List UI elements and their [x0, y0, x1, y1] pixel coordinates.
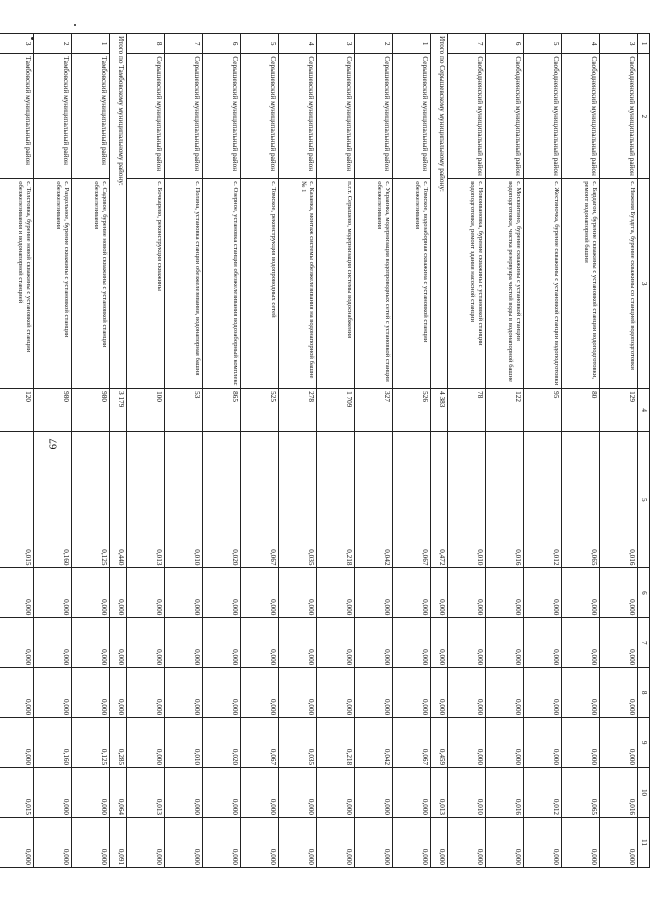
value-col-9: 0,000 [127, 718, 165, 768]
project-description: с. Бочкарево, реконструкция скважины [127, 179, 165, 389]
value-col-10: 0,000 [393, 768, 431, 818]
value-col-8: 0,000 [317, 668, 355, 718]
scan-speck [74, 24, 76, 26]
value-col-11: 0,000 [203, 818, 241, 868]
value-col-8: 0,000 [279, 668, 317, 718]
value-col-5: 0,440 [110, 432, 127, 568]
value-col-8: 0,000 [524, 668, 562, 718]
value-col-6: 0,000 [203, 568, 241, 618]
project-description: с. Поляна, установка станции обезжелезивания, водонапорная башня [165, 179, 203, 389]
population-value: 1 709 [317, 389, 355, 432]
value-col-8: 0,000 [127, 668, 165, 718]
value-col-5: 0,010 [165, 432, 203, 568]
project-description: с. Раздольное, бурение скважины с установкой станции обезжелезивания [34, 179, 72, 389]
value-col-11: 0,000 [600, 818, 638, 868]
district-name: Серышевский муниципальный район [165, 54, 203, 179]
population-value: 3 179 [110, 389, 127, 432]
value-col-11: 0,000 [279, 818, 317, 868]
value-col-10: 0,013 [431, 768, 448, 818]
table-row [165, 34, 203, 868]
value-col-6: 0,000 [110, 568, 127, 618]
population-value: 526 [393, 389, 431, 432]
value-col-8: 0,000 [448, 668, 486, 718]
value-col-6: 0,000 [317, 568, 355, 618]
value-col-6: 0,000 [0, 568, 34, 618]
row-number: 8 [127, 34, 165, 54]
value-col-6: 0,000 [127, 568, 165, 618]
project-description: с. Озерное, установка станции обезжелезивания водозаборный комплекс [203, 179, 241, 389]
value-col-10: 0,016 [486, 768, 524, 818]
value-col-7: 0,000 [241, 618, 279, 668]
value-col-6: 0,000 [393, 568, 431, 618]
value-col-5: 0,125 [72, 432, 110, 568]
district-name: Серышевский муниципальный район [203, 54, 241, 179]
header-row [638, 34, 650, 868]
district-name: Серышевский муниципальный район [355, 54, 393, 179]
value-col-9: 0,000 [486, 718, 524, 768]
project-description: с. Садовое, бурение новой скважины с установкой станции обезжелезивания [72, 179, 110, 389]
district-name: Тамбовский муниципальный район [34, 54, 72, 179]
population-value: 980 [34, 389, 72, 432]
value-col-10: 0,065 [562, 768, 600, 818]
value-col-6: 0,000 [600, 568, 638, 618]
header-cell: 5 [638, 432, 650, 568]
value-col-11: 0,000 [431, 818, 448, 868]
value-col-11: 0,000 [393, 818, 431, 868]
district-total-row [431, 34, 448, 868]
value-col-8: 0,000 [203, 668, 241, 718]
value-col-7: 0,000 [393, 618, 431, 668]
row-number: 3 [317, 34, 355, 54]
table-row [393, 34, 431, 868]
value-col-5: 0,012 [524, 432, 562, 568]
population-value: 78 [448, 389, 486, 432]
value-col-7: 0,000 [486, 618, 524, 668]
water-supply-table [0, 33, 650, 868]
district-name: Тамбовский муниципальный район [0, 54, 34, 179]
value-col-8: 0,000 [72, 668, 110, 718]
district-name: Серышевский муниципальный район [241, 54, 279, 179]
project-description: с. Казанка, монтаж системы обезжелезивания на водонапорной башне № 1 [279, 179, 317, 389]
district-name: Серышевский муниципальный район [393, 54, 431, 179]
value-col-6: 0,000 [34, 568, 72, 618]
value-col-11: 0,000 [562, 818, 600, 868]
project-description: с. Новоивановка, бурение скважины с установкой станции водоподготовки, ремонт здания насосной станции [448, 179, 486, 389]
value-col-10: 0,000 [165, 768, 203, 818]
population-value: 980 [72, 389, 110, 432]
population-value: 525 [241, 389, 279, 432]
value-col-11: 0,000 [165, 818, 203, 868]
total-label: Итого по Тамбовскому муниципальному району: [110, 34, 127, 389]
header-cell: 10 [638, 768, 650, 818]
value-col-6: 0,000 [524, 568, 562, 618]
population-value: 53 [165, 389, 203, 432]
district-name: Свободненский муниципальный район [448, 54, 486, 179]
value-col-7: 0,000 [317, 618, 355, 668]
value-col-5: 0,020 [203, 432, 241, 568]
value-col-9: 0,000 [600, 718, 638, 768]
row-number: 4 [279, 34, 317, 54]
value-col-10: 0,064 [110, 768, 127, 818]
value-col-10: 0,015 [0, 768, 34, 818]
table-row [72, 34, 110, 868]
header-cell: 9 [638, 718, 650, 768]
rotated-table-wrapper [17, 33, 650, 868]
project-description: с. Нижняя Буздгга, бурение скважины со станцией водоподготовки [600, 179, 638, 389]
value-col-11: 0,000 [317, 818, 355, 868]
population-value: 122 [486, 389, 524, 432]
population-value: 129 [600, 389, 638, 432]
value-col-9: 0,125 [72, 718, 110, 768]
value-col-5: 0,065 [562, 432, 600, 568]
value-col-9: 0,010 [165, 718, 203, 768]
value-col-11: 0,000 [524, 818, 562, 868]
value-col-7: 0,000 [600, 618, 638, 668]
value-col-9: 0,020 [203, 718, 241, 768]
project-description: с. Украинка, модернизация водопроводных сетей с установкой станции обезжелезивания [355, 179, 393, 389]
header-cell: 2 [638, 54, 650, 179]
project-description: с. Бардагон, бурение скважины с установкой станции водоподготовки, ремонт водонапорной башни [562, 179, 600, 389]
district-name: Свободненский муниципальный район [524, 54, 562, 179]
value-col-10: 0,000 [279, 768, 317, 818]
value-col-7: 0,000 [431, 618, 448, 668]
value-col-8: 0,000 [165, 668, 203, 718]
value-col-7: 0,000 [72, 618, 110, 668]
table-row [355, 34, 393, 868]
value-col-9: 0,459 [431, 718, 448, 768]
value-col-5: 0,218 [317, 432, 355, 568]
table-row [127, 34, 165, 868]
value-col-5: 0,013 [127, 432, 165, 568]
value-col-10: 0,000 [355, 768, 393, 818]
value-col-11: 0,091 [110, 818, 127, 868]
value-col-8: 0,000 [110, 668, 127, 718]
value-col-8: 0,000 [0, 668, 34, 718]
value-col-11: 0,000 [0, 818, 34, 868]
district-name: Свободненский муниципальный район [562, 54, 600, 179]
value-col-7: 0,000 [562, 618, 600, 668]
district-name: Серышевский муниципальный район [279, 54, 317, 179]
value-col-6: 0,000 [72, 568, 110, 618]
header-cell: 7 [638, 618, 650, 668]
value-col-7: 0,000 [448, 618, 486, 668]
table-row [600, 34, 638, 868]
value-col-8: 0,000 [355, 668, 393, 718]
population-value: 120 [0, 389, 34, 432]
population-value: 95 [524, 389, 562, 432]
table-row [279, 34, 317, 868]
project-description: с. Томское, водозаборная скважина с установкой станции обезжелезивания [393, 179, 431, 389]
value-col-10: 0,000 [34, 768, 72, 818]
value-col-7: 0,000 [165, 618, 203, 668]
value-col-7: 0,000 [524, 618, 562, 668]
value-col-7: 0,000 [355, 618, 393, 668]
row-number: 1 [72, 34, 110, 54]
table-row [524, 34, 562, 868]
row-number: 1 [393, 34, 431, 54]
value-col-10: 0,000 [241, 768, 279, 818]
value-col-10: 0,000 [72, 768, 110, 818]
row-number: 4 [562, 34, 600, 54]
value-col-5: 0,015 [0, 432, 34, 568]
header-cell: 11 [638, 818, 650, 868]
value-col-8: 0,000 [431, 668, 448, 718]
value-col-6: 0,000 [241, 568, 279, 618]
row-number: 5 [241, 34, 279, 54]
row-number: 7 [448, 34, 486, 54]
value-col-11: 0,000 [72, 818, 110, 868]
value-col-5: 0,016 [600, 432, 638, 568]
district-name: Серышевский муниципальный район [127, 54, 165, 179]
value-col-5: 0,067 [241, 432, 279, 568]
population-value: 278 [279, 389, 317, 432]
value-col-9: 0,035 [279, 718, 317, 768]
row-number: 7 [165, 34, 203, 54]
value-col-9: 0,000 [448, 718, 486, 768]
header-cell: 6 [638, 568, 650, 618]
total-label: Итого по Серышевскому муниципальному району: [431, 34, 448, 389]
value-col-8: 0,000 [393, 668, 431, 718]
project-description: с. Толстовка, бурение новой скважины с установкой станции обезжелезивания и водонапорной станцией [0, 179, 34, 389]
population-value: 100 [127, 389, 165, 432]
value-col-5: 0,010 [448, 432, 486, 568]
population-value: 4 383 [431, 389, 448, 432]
value-col-9: 0,000 [0, 718, 34, 768]
value-col-9: 0,000 [524, 718, 562, 768]
value-col-9: 0,218 [317, 718, 355, 768]
value-col-9: 0,067 [241, 718, 279, 768]
header-cell: 8 [638, 668, 650, 718]
rotated-page-area [17, 33, 650, 868]
value-col-7: 0,000 [203, 618, 241, 668]
value-col-6: 0,000 [355, 568, 393, 618]
table-row [448, 34, 486, 868]
table-row [0, 34, 34, 868]
table-row [241, 34, 279, 868]
value-col-11: 0,000 [34, 818, 72, 868]
project-description: с. Томское, реконструкция водопроводных сетей [241, 179, 279, 389]
header-cell: 3 [638, 179, 650, 389]
table-row [203, 34, 241, 868]
value-col-5: 0,042 [355, 432, 393, 568]
project-description: с. Жестяночка, бурение скважины с установкой станции водоподготовки [524, 179, 562, 389]
project-description: п.г.т. Серышево, модернизация системы водоснабжения [317, 179, 355, 389]
district-name: Тамбовский муниципальный район [72, 54, 110, 179]
project-description: с. Москвитино, бурение скважины с установкой станции водоподготовки, чистка резервуара чистой воды в водонапорной башне [486, 179, 524, 389]
value-col-10: 0,013 [127, 768, 165, 818]
row-number: 6 [203, 34, 241, 54]
value-col-5: 0,067 [393, 432, 431, 568]
value-col-8: 0,000 [241, 668, 279, 718]
table-row [34, 34, 72, 868]
value-col-6: 0,000 [431, 568, 448, 618]
row-number: 2 [34, 34, 72, 54]
value-col-7: 0,000 [110, 618, 127, 668]
value-col-9: 0,160 [34, 718, 72, 768]
population-value: 80 [562, 389, 600, 432]
value-col-8: 0,000 [600, 668, 638, 718]
value-col-11: 0,000 [241, 818, 279, 868]
value-col-6: 0,000 [165, 568, 203, 618]
table-row [486, 34, 524, 868]
value-col-5: 0,472 [431, 432, 448, 568]
value-col-11: 0,000 [448, 818, 486, 868]
value-col-6: 0,000 [448, 568, 486, 618]
value-col-6: 0,000 [562, 568, 600, 618]
value-col-6: 0,000 [486, 568, 524, 618]
value-col-10: 0,010 [448, 768, 486, 818]
value-col-9: 0,000 [562, 718, 600, 768]
row-number: 2 [355, 34, 393, 54]
table-row [562, 34, 600, 868]
value-col-9: 0,067 [393, 718, 431, 768]
value-col-7: 0,000 [127, 618, 165, 668]
value-col-6: 0,000 [279, 568, 317, 618]
value-col-10: 0,012 [524, 768, 562, 818]
district-name: Серышевский муниципальный район [317, 54, 355, 179]
row-number: 6 [486, 34, 524, 54]
value-col-11: 0,000 [486, 818, 524, 868]
value-col-8: 0,000 [562, 668, 600, 718]
value-col-9: 0,285 [110, 718, 127, 768]
row-number: 5 [524, 34, 562, 54]
value-col-9: 0,042 [355, 718, 393, 768]
value-col-8: 0,000 [34, 668, 72, 718]
value-col-8: 0,000 [486, 668, 524, 718]
value-col-5: 0,016 [486, 432, 524, 568]
value-col-10: 0,000 [203, 768, 241, 818]
population-value: 327 [355, 389, 393, 432]
value-col-7: 0,000 [34, 618, 72, 668]
value-col-7: 0,000 [0, 618, 34, 668]
value-col-5: 0,160 [34, 432, 72, 568]
district-name: Свободненский муниципальный район [486, 54, 524, 179]
value-col-10: 0,000 [317, 768, 355, 818]
row-number: 3 [600, 34, 638, 54]
table-row [317, 34, 355, 868]
population-value: 865 [203, 389, 241, 432]
row-number: 3 [0, 34, 34, 54]
district-name: Свободненский муниципальный район [600, 54, 638, 179]
district-total-row [110, 34, 127, 868]
page-number: 67 [47, 438, 60, 450]
header-cell: 4 [638, 389, 650, 432]
value-col-10: 0,016 [600, 768, 638, 818]
table-body [0, 34, 638, 868]
value-col-7: 0,000 [279, 618, 317, 668]
value-col-11: 0,000 [127, 818, 165, 868]
value-col-5: 0,035 [279, 432, 317, 568]
header-cell: 1 [638, 34, 650, 54]
value-col-11: 0,000 [355, 818, 393, 868]
scan-speck [31, 37, 34, 40]
